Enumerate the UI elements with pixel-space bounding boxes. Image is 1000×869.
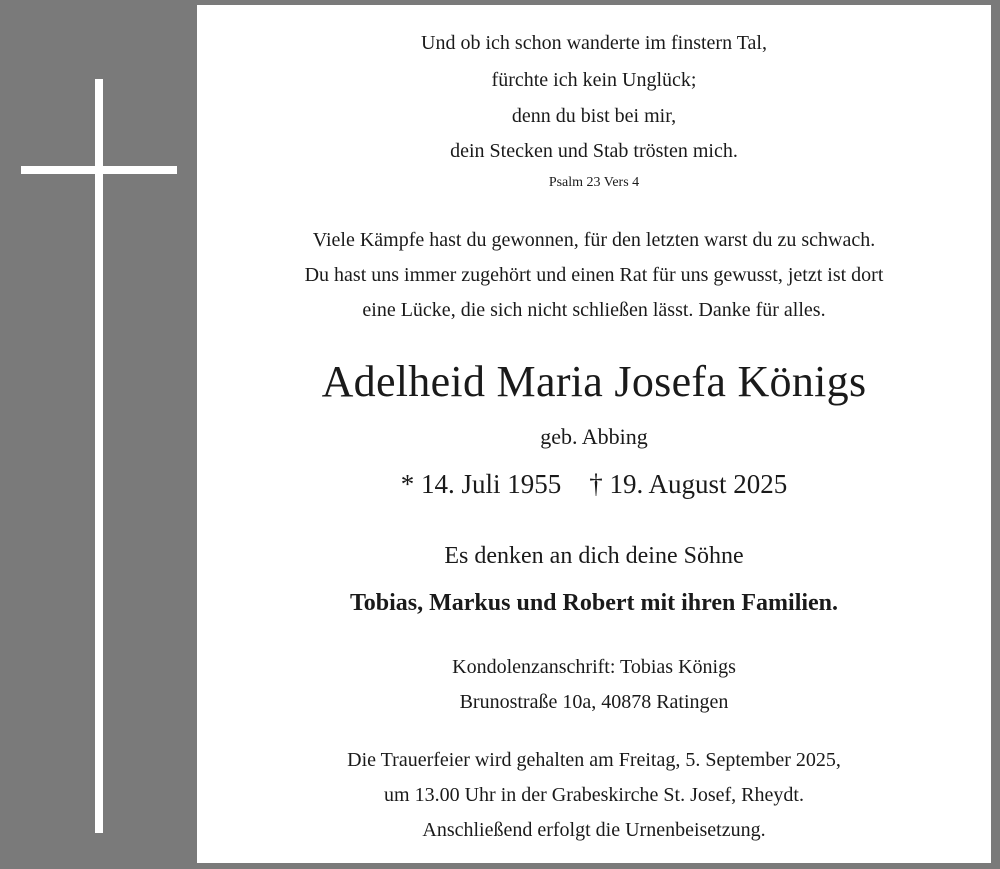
message-line-3: eine Lücke, die sich nicht schließen lässt. Danke für alles. xyxy=(362,299,826,321)
life-dates xyxy=(197,469,991,500)
cross-sidebar xyxy=(0,0,196,869)
cross-icon xyxy=(95,79,103,833)
psalm-reference: Psalm 23 Vers 4 xyxy=(548,175,640,190)
psalm-line-4: dein Stecken und Stab trösten mich. xyxy=(450,140,738,162)
death-date: 19. August 2025 xyxy=(609,469,788,499)
funeral-line-1: Die Trauerfeier wird gehalten am Freitag, 5. September 2025, xyxy=(347,749,841,771)
mourners-intro: Es denken an dich deine Söhne xyxy=(444,543,744,569)
psalm-line-3: denn du bist bei mir, xyxy=(511,105,677,127)
birth-name: geb. Abbing xyxy=(540,424,648,449)
dagger-icon: † xyxy=(589,469,603,499)
message-line-2: Du hast uns immer zugehört und einen Rat für uns gewusst, jetzt ist dort xyxy=(304,264,884,286)
condolence-address: Brunostraße 10a, 40878 Ratingen xyxy=(459,691,729,713)
mourners-names: Tobias, Markus und Robert mit ihren Familien. xyxy=(349,590,839,616)
psalm-line-1: Und ob ich schon wanderte im finstern Tal, xyxy=(421,32,767,54)
birth-date: * 14. Juli 1955 xyxy=(400,469,562,499)
funeral-line-3: Anschließend erfolgt die Urnenbeisetzung. xyxy=(422,819,766,841)
cross-icon-bar xyxy=(21,166,177,174)
obituary-panel xyxy=(197,5,991,863)
psalm-line-2: fürchte ich kein Unglück; xyxy=(491,69,697,91)
deceased-name: Adelheid Maria Josefa Königs xyxy=(321,357,867,406)
message-line-1: Viele Kämpfe hast du gewonnen, für den letzten warst du zu schwach. xyxy=(312,229,876,251)
funeral-line-2: um 13.00 Uhr in der Grabeskirche St. Josef, Rheydt. xyxy=(384,784,804,806)
condolence-contact: Kondolenzanschrift: Tobias Königs xyxy=(452,656,736,678)
